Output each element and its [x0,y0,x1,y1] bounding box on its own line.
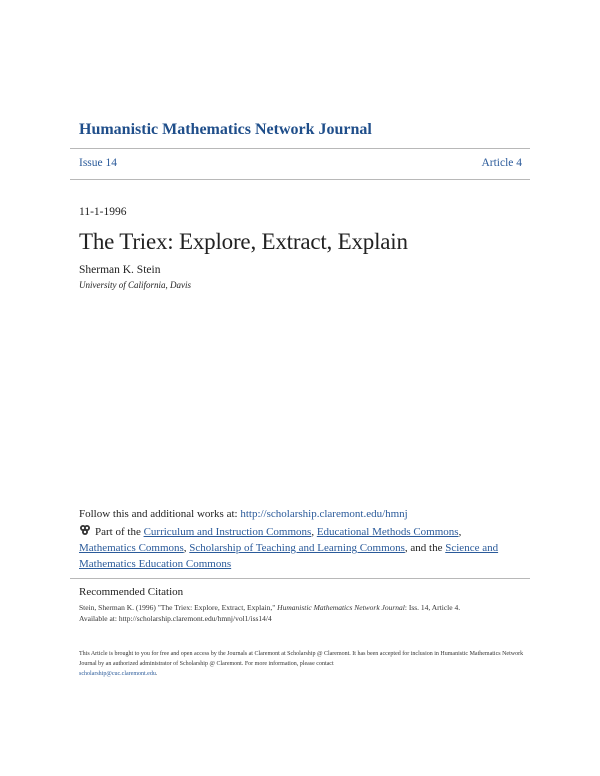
issue-link[interactable]: Issue 14 [79,157,118,169]
journal-title[interactable]: Humanistic Mathematics Network Journal [79,121,372,138]
citation-text [79,602,529,624]
repository-link[interactable]: http://scholarship.claremont.edu/hmnj [240,508,408,520]
scholarship-teaching-link[interactable]: Scholarship of Teaching and Learning Commons [189,542,405,554]
curriculum-instruction-link[interactable]: Curriculum and Instruction Commons [143,526,312,538]
publication-date: 11-1-1996 [79,206,127,218]
educational-methods-link[interactable]: Educational Methods Commons [316,526,459,538]
part-of-commons [79,524,519,572]
footer-end: . [155,671,158,677]
citation-end: : Iss. 14, Article 4. [404,603,461,612]
citation-journal: Humanistic Mathematics Network Journal [277,603,405,612]
separator: , [183,542,190,554]
separator: , [311,526,317,538]
divider-bottom [70,179,530,180]
open-access-icon [79,524,91,536]
follow-label: Follow this and additional works at: [79,508,241,520]
divider-citation [70,578,530,579]
author-affiliation: University of California, Davis [79,280,191,290]
mathematics-commons-link[interactable]: Mathematics Commons [79,542,184,554]
paper-title: The Triex: Explore, Extract, Explain [79,229,408,254]
footer-text: This Article is brought to you for free and open access by the Journals at Claremont at Scholarship @ Claremont. It has been accepted for inclusion in Humanistic Mathematics Network Journal by an authorized administrator of Scholarship @ Claremont. For more information, please contact [79,651,524,667]
author-name: Sherman K. Stein [79,264,161,276]
part-of-prefix: Part of the [95,526,144,538]
citation-plain: Stein, Sherman K. (1996) "The Triex: Explore, Extract, Explain," [79,603,278,612]
divider-top [70,148,530,149]
citation-heading: Recommended Citation [79,586,184,598]
contact-email-link[interactable]: scholarship@cuc.claremont.edu [79,671,156,677]
science-math-education-link[interactable]: Science and Mathematics Education Commons [79,542,499,570]
separator: , and the [404,542,446,554]
separator: , [458,526,462,538]
article-link[interactable]: Article 4 [481,157,522,169]
follow-line [79,508,408,520]
citation-availability: Available at: http://scholarship.claremont.edu/hmnj/vol1/iss14/4 [79,614,272,623]
footer-notice [79,649,529,679]
